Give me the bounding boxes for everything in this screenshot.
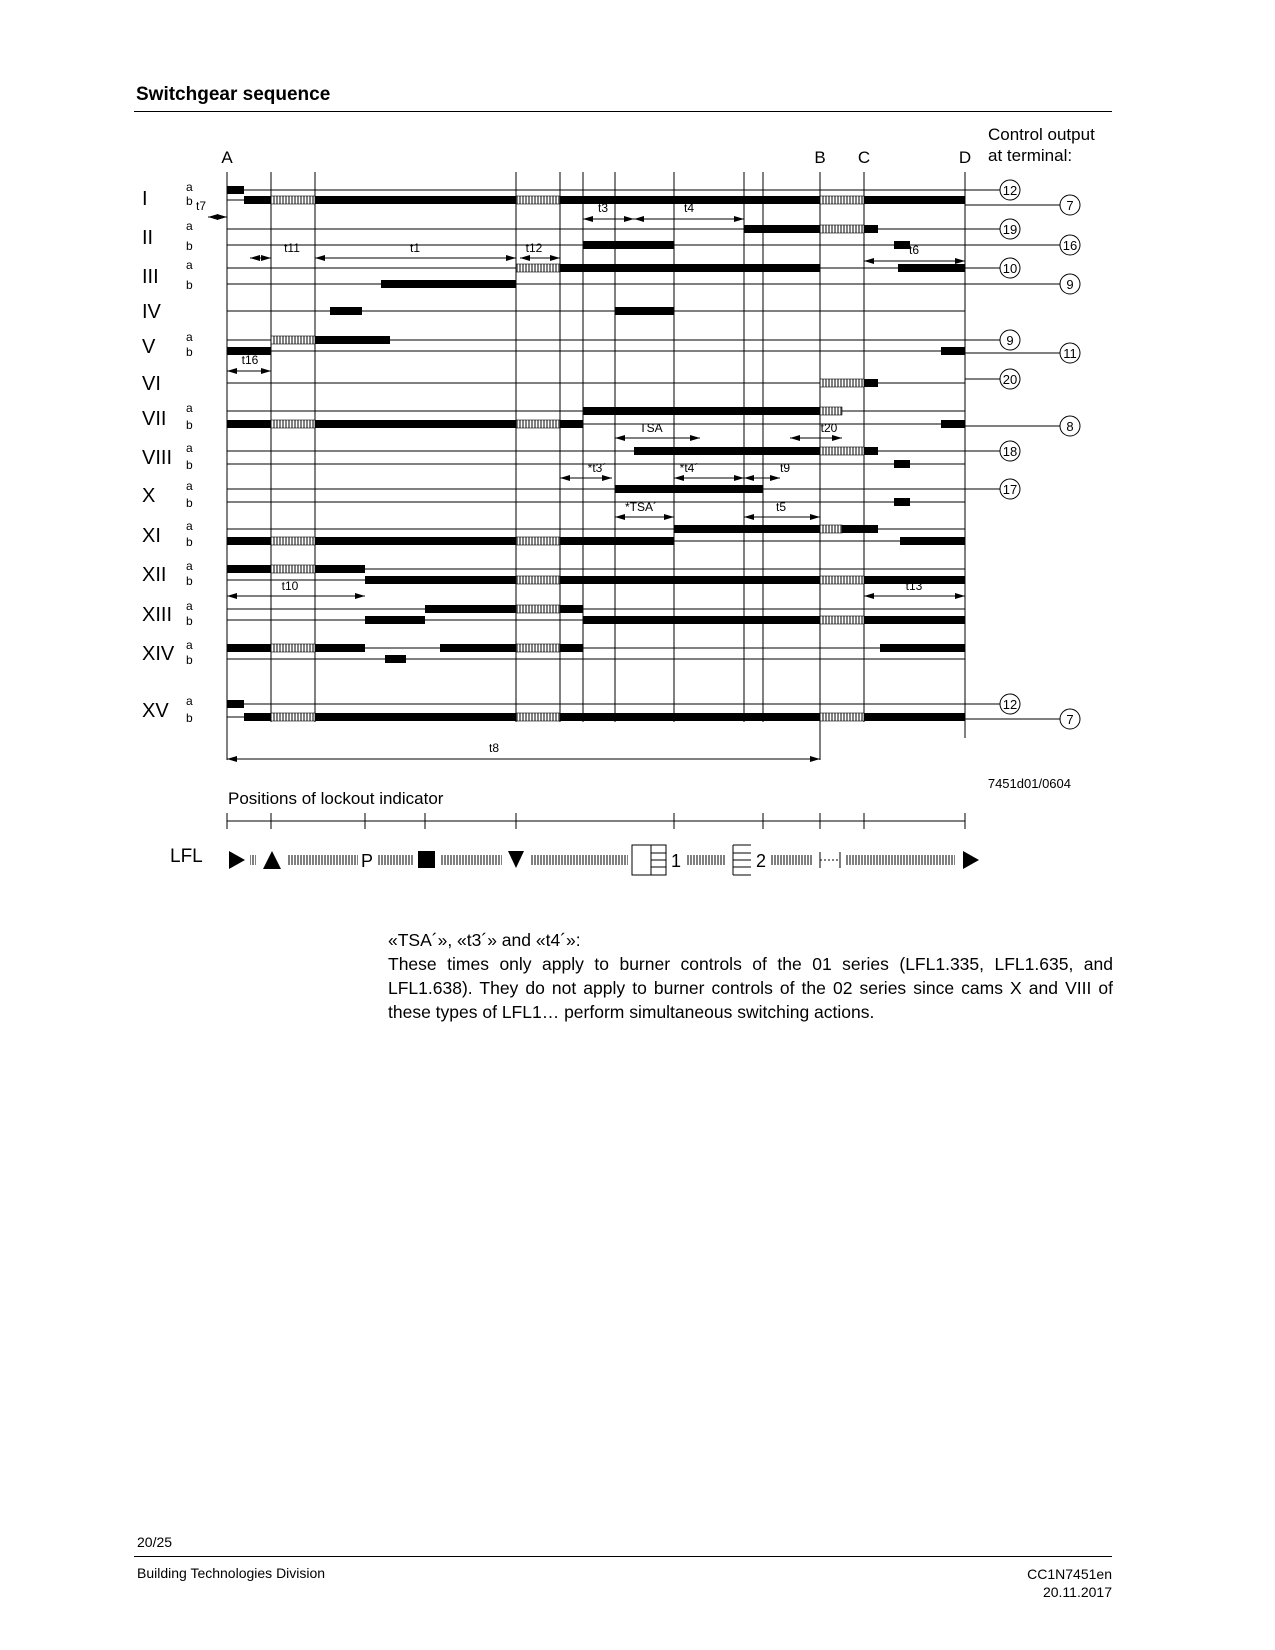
down-triangle-icon: [508, 851, 524, 868]
time-label: t10: [281, 579, 299, 593]
sub-label-b: b: [186, 239, 193, 253]
flame-symbol-2-icon: [733, 845, 751, 875]
cam-bar-closed: [864, 713, 965, 721]
cam-bar-transition: [820, 407, 842, 415]
cam-bar-closed: [560, 576, 820, 584]
page-number: 20/25: [137, 1534, 173, 1550]
cam-bar-transition: [271, 713, 315, 721]
phase-marker: A: [221, 148, 233, 167]
cam-bar-closed: [583, 616, 820, 624]
lockout-hatch: [440, 855, 502, 865]
cam-bar-transition: [820, 379, 864, 387]
cam-bar-closed: [244, 713, 271, 721]
cam-label: II: [142, 227, 154, 249]
cam-bar-closed: [583, 407, 820, 415]
section-title: Switchgear sequence: [136, 84, 331, 105]
sub-label-a: a: [186, 599, 193, 613]
cam-bar-closed: [227, 700, 244, 708]
cam-label: XIV: [142, 643, 175, 665]
time-label: t13: [905, 579, 923, 593]
cam-label: XIII: [142, 604, 173, 626]
cam-label: V: [142, 336, 156, 358]
output-header-line1: Control output: [988, 125, 1095, 144]
terminal-number: 20: [1002, 372, 1018, 387]
lockout-symbol-2: 2: [755, 851, 767, 871]
sub-label-b: b: [186, 345, 193, 359]
time-label: t3: [597, 201, 609, 215]
sub-label-a: a: [186, 258, 193, 272]
lockout-symbol-1: 1: [670, 851, 682, 871]
sub-label-a: a: [186, 330, 193, 344]
cam-bar-transition: [820, 713, 864, 721]
time-label: t20: [820, 421, 838, 435]
phase-marker: D: [958, 148, 972, 167]
sub-label-a: a: [186, 694, 193, 708]
note: [388, 928, 1113, 1024]
time-label: t11: [284, 241, 300, 255]
cam-bar-closed: [583, 241, 674, 249]
cam-bar-closed: [315, 713, 516, 721]
diagram-labels: [142, 125, 1095, 791]
cam-bar-closed: [227, 186, 244, 194]
time-label: t16: [241, 353, 259, 367]
cam-bar-transition: [820, 616, 864, 624]
cam-bar-closed: [615, 485, 763, 493]
lockout-hatch: [846, 855, 955, 865]
time-label: *TSA´: [624, 500, 658, 514]
cam-bar-closed: [315, 537, 516, 545]
time-label: TSA: [639, 421, 663, 435]
time-label: *t3´: [587, 461, 607, 475]
lockout-device: LFL: [170, 846, 203, 867]
footer-rule: [134, 1556, 1112, 1557]
cam-bar-transition: [820, 196, 864, 204]
cam-bar-closed: [864, 616, 965, 624]
sub-label-b: b: [186, 496, 193, 510]
cam-bar-closed: [864, 379, 878, 387]
cam-bar-closed: [894, 498, 910, 506]
cam-bar-closed: [315, 644, 365, 652]
time-label: t9: [779, 461, 791, 475]
sub-label-a: a: [186, 180, 193, 194]
terminal-number: 16: [1062, 238, 1078, 253]
cam-bar-transition: [516, 196, 560, 204]
lockout-indicator: [170, 789, 979, 875]
cam-bar-closed: [330, 307, 362, 315]
document-reference: [1027, 1565, 1112, 1601]
sub-label-b: b: [186, 653, 193, 667]
terminal-number: 9: [1006, 333, 1014, 348]
terminal-number: 12: [1002, 697, 1018, 712]
terminal-number: 12: [1002, 183, 1018, 198]
cam-bar-closed: [744, 225, 820, 233]
terminal-number: 19: [1002, 222, 1018, 237]
cam-label: I: [142, 188, 148, 210]
cam-bar-transition: [516, 644, 560, 652]
cam-bar-closed: [227, 537, 271, 545]
cam-bar-closed: [365, 616, 425, 624]
cam-bar-closed: [315, 420, 516, 428]
cam-bar-closed: [864, 447, 878, 455]
cam-bar-closed: [385, 655, 406, 663]
cam-label: X: [142, 485, 156, 507]
cam-bar-closed: [900, 537, 965, 545]
cam-bar-closed: [315, 336, 390, 344]
sub-label-a: a: [186, 441, 193, 455]
cam-bar-transition: [271, 565, 315, 573]
cam-label: XI: [142, 525, 161, 547]
note-heading: «TSA´», «t3´» and «t4´»:: [388, 930, 581, 950]
cam-label: XV: [142, 700, 169, 722]
sub-label-b: b: [186, 458, 193, 472]
cam-bar-transition: [820, 447, 864, 455]
terminal-number: 10: [1002, 261, 1018, 276]
cam-bar-closed: [425, 605, 516, 613]
terminal-number: 7: [1066, 198, 1074, 213]
sub-label-a: a: [186, 559, 193, 573]
cam-bar-closed: [440, 644, 516, 652]
note-body: These times only apply to burner controls of the 01 series (LFL1.335, LFL1.635, and LFL1.638). They do not apply to burner controls of the 02 series since cams X and VIII of these types of LFL1… perform simultaneous switching actions.: [388, 954, 1113, 1022]
cam-bar-transition: [271, 196, 315, 204]
cam-bar-closed: [864, 225, 878, 233]
lockout-symbol-p: P: [360, 851, 374, 871]
cam-bar-closed: [560, 264, 820, 272]
terminal-number: 17: [1002, 482, 1018, 497]
cam-bar-closed: [315, 196, 516, 204]
cam-bar-closed: [864, 196, 965, 204]
lockout-hatch: [686, 855, 726, 865]
sub-label-b: b: [186, 418, 193, 432]
sub-label-a: a: [186, 401, 193, 415]
cam-bar-transition: [516, 537, 560, 545]
cam-bar-transition: [820, 576, 864, 584]
cam-bar-closed: [634, 447, 820, 455]
cam-bar-transition: [820, 225, 864, 233]
terminal-number: 7: [1066, 712, 1074, 727]
time-label: *t4´: [679, 461, 699, 475]
document-date: 20.11.2017: [1042, 1584, 1112, 1600]
terminal-number: 18: [1002, 444, 1018, 459]
time-label: t8: [488, 741, 500, 755]
sub-label-a: a: [186, 638, 193, 652]
lockout-hatch: [250, 855, 256, 865]
start-triangle-icon: [229, 851, 245, 869]
cam-bar-closed: [560, 537, 674, 545]
square-icon: [418, 851, 435, 868]
sub-label-b: b: [186, 278, 193, 292]
cam-label: VIII: [142, 447, 173, 469]
time-label: t6: [908, 243, 920, 257]
time-label: t5: [775, 500, 787, 514]
up-triangle-icon: [263, 851, 281, 869]
cam-label: IV: [142, 301, 161, 323]
cam-bar-transition: [516, 576, 560, 584]
cam-bar-closed: [842, 525, 878, 533]
cam-bar-closed: [894, 460, 910, 468]
cam-bar-closed: [381, 280, 516, 288]
time-label: t4: [683, 201, 695, 215]
cam-bar-closed: [560, 644, 583, 652]
sub-label-a: a: [186, 219, 193, 233]
end-triangle-icon: [963, 851, 979, 869]
lockout-hatch: [377, 855, 413, 865]
terminal-number: 11: [1063, 346, 1077, 361]
cam-bar-transition: [271, 644, 315, 652]
time-label: t12: [525, 241, 543, 255]
lockout-hatch: [531, 855, 628, 865]
lockout-hatch: [288, 855, 358, 865]
cam-bar-closed: [894, 241, 910, 249]
time-label: t7: [195, 199, 207, 213]
division-name: Building Technologies Division: [137, 1565, 326, 1581]
cam-bar-closed: [560, 420, 583, 428]
cam-bar-closed: [898, 264, 965, 272]
cam-label: XII: [142, 564, 167, 586]
cam-bar-transition: [271, 537, 315, 545]
cam-bar-closed: [941, 347, 965, 355]
time-label: t1: [409, 241, 421, 255]
figure-id: 7451d01/0604: [987, 776, 1071, 791]
lockout-title: Positions of lockout indicator: [228, 789, 444, 808]
cam-bar-closed: [560, 713, 820, 721]
cam-bar-closed: [560, 605, 583, 613]
time-dimensions: [196, 199, 965, 759]
cam-bar-transition: [271, 336, 315, 344]
cam-bar-closed: [315, 565, 365, 573]
cam-bar-transition: [516, 420, 560, 428]
cam-bar-closed: [615, 307, 674, 315]
cam-bar-closed: [227, 420, 271, 428]
cam-bar-closed: [365, 576, 516, 584]
cam-bar-closed: [941, 420, 965, 428]
cam-bar-transition: [516, 264, 560, 272]
cam-bar-closed: [880, 644, 965, 652]
cam-bar-closed: [227, 565, 271, 573]
phase-marker: B: [814, 148, 826, 167]
cam-bar-closed: [227, 644, 271, 652]
terminal-number: 8: [1066, 419, 1074, 434]
sub-label-b: b: [186, 535, 193, 549]
cam-bar-transition: [516, 713, 560, 721]
cam-bar-transition: [271, 420, 315, 428]
document-id: CC1N7451en: [1027, 1566, 1112, 1582]
sub-label-b: b: [186, 614, 193, 628]
cam-label: VI: [142, 373, 161, 395]
sub-label-b: b: [186, 711, 193, 725]
cam-bar-closed: [674, 525, 820, 533]
cam-bar-transition: [820, 525, 842, 533]
terminal-number: 9: [1066, 277, 1074, 292]
sub-label-b: b: [186, 194, 193, 208]
cam-label: VII: [142, 408, 167, 430]
phase-marker: C: [857, 148, 871, 167]
sub-label-a: a: [186, 479, 193, 493]
cam-bars: [227, 186, 965, 721]
flame-symbol-1-icon: [632, 845, 666, 875]
lockout-hatch: [771, 855, 812, 865]
cam-bar-transition: [516, 605, 560, 613]
output-header-line2: at terminal:: [988, 146, 1073, 165]
cam-label: III: [142, 266, 159, 288]
sub-label-a: a: [186, 519, 193, 533]
cam-bar-closed: [244, 196, 271, 204]
sub-label-b: b: [186, 574, 193, 588]
